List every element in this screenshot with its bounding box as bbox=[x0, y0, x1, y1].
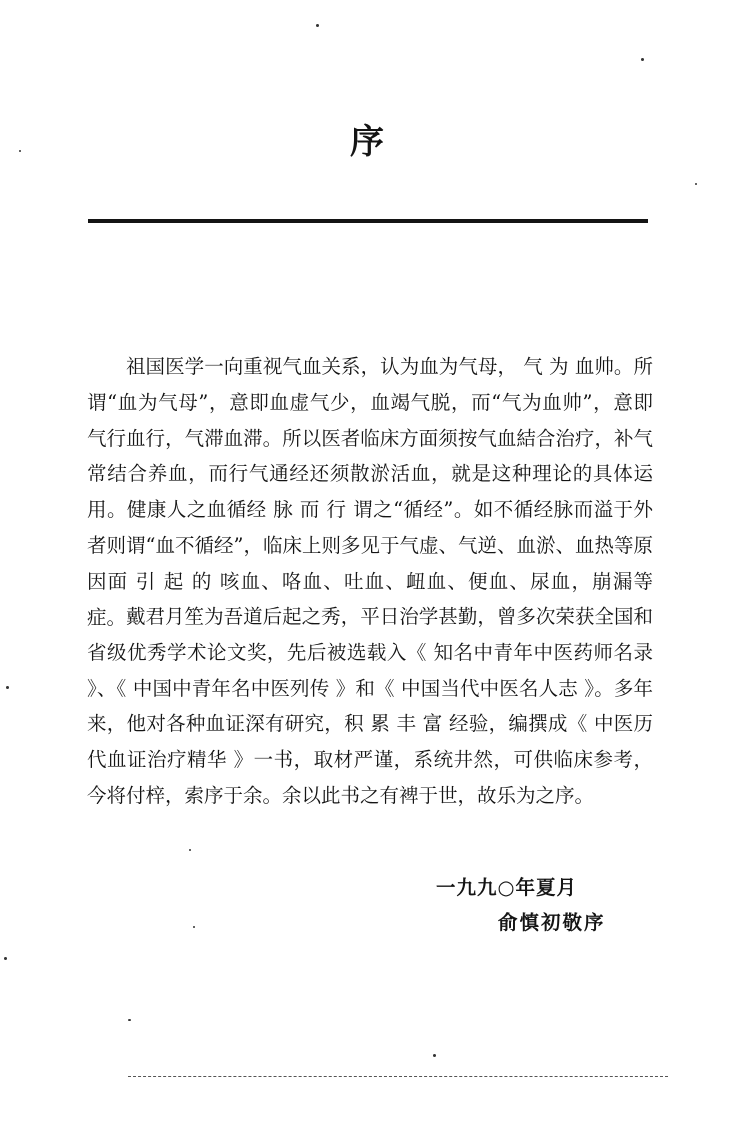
page-title: 序 bbox=[350, 122, 386, 162]
scan-speck bbox=[4, 957, 7, 960]
paragraph-2: 戴君月笙为吾道后起之秀，平日治学甚勤，曾多次荣获全国和省级优秀学术论文奖，先后被选载入《 知名中青年中医药师名录 》、《 中国中青年名中医列传 》和《 中国当代中医名人志 》。多年来，他对各种血证深有研究，积 累 丰 富 经验，编撰成《 中医历代血证治疗精华 》一书，取材严谨，系统井然，可供临床参考，今将付梓，索序于余。余以此书之有裨于世，故乐为之序。 bbox=[87, 605, 653, 807]
scan-speck bbox=[433, 1054, 436, 1057]
scan-edge-line bbox=[128, 1076, 668, 1077]
scan-speck bbox=[641, 58, 644, 61]
signature-date: 一九九○年夏月 bbox=[436, 876, 578, 899]
signature-author: 俞慎初敬序 bbox=[498, 911, 606, 934]
scan-speck bbox=[6, 686, 9, 689]
scan-speck bbox=[316, 24, 319, 27]
scan-speck bbox=[695, 183, 697, 185]
scan-speck bbox=[128, 1019, 131, 1021]
scan-speck bbox=[189, 849, 191, 851]
paragraph-1: 祖国医学一向重视气血关系，认为血为气母， 气 为 血帅。所谓“血为气母”，意即血虚气少，血竭气脱，而“气为血帅”，意即气行血行，气滞血滞。所以医者临床方面须按气血結合治疗，补气常结合养血，而行气通经还须散淤活血，就是这种理论的具体运用。健康人之血循经 脉 而 行 谓之“循经”。如不循经脉而溢于外者则谓“血不循经”，临床上则多见于气虚、气逆、血淤、血热等原因面 引 起 的 咳血、咯血、吐血、衄血、便血、尿血，崩漏等症。 bbox=[87, 355, 653, 629]
title-rule-divider bbox=[88, 219, 648, 223]
scan-speck bbox=[19, 150, 21, 152]
scan-speck bbox=[193, 926, 195, 928]
